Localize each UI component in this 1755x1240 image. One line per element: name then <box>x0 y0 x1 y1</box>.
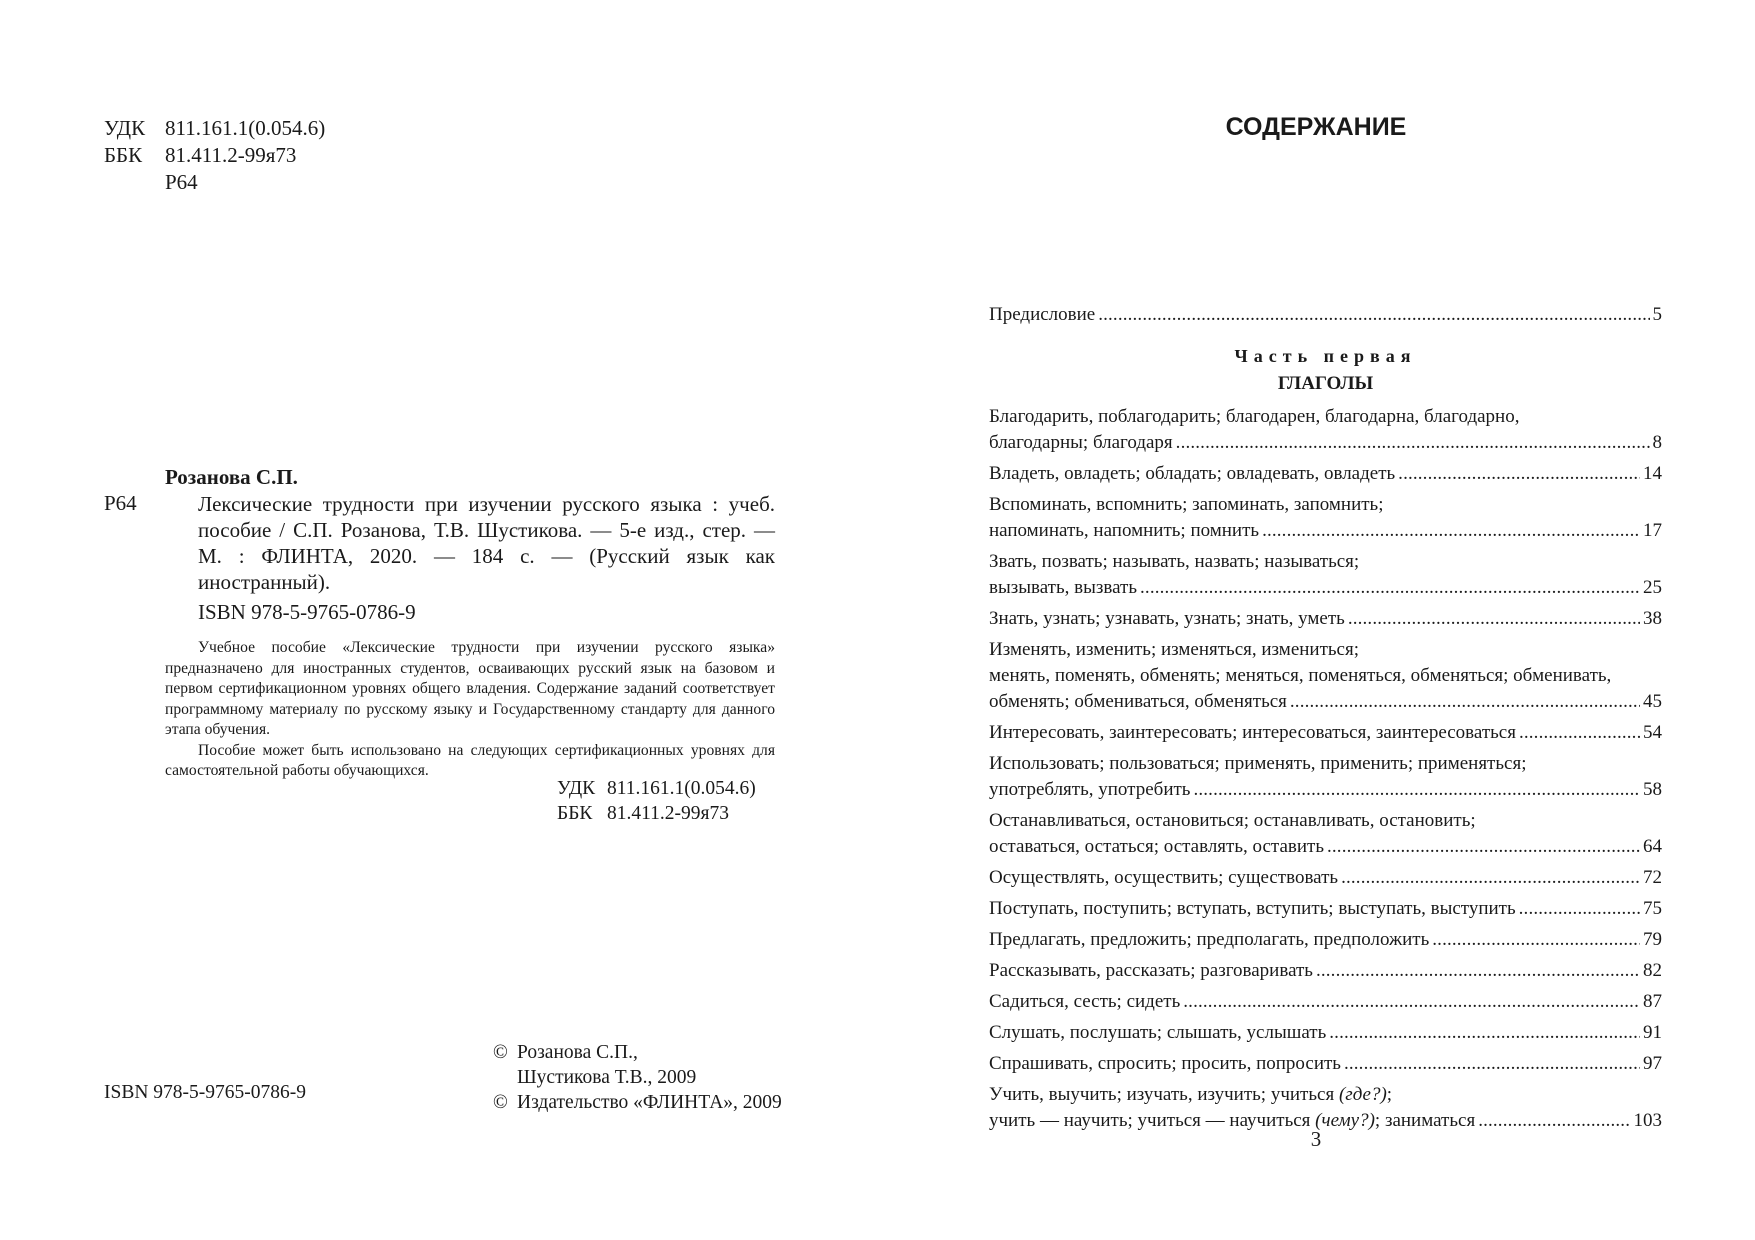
toc-page-number: 82 <box>1643 960 1662 981</box>
copyright-line <box>493 1065 782 1090</box>
classification-key: ББК <box>104 143 143 167</box>
toc-page-number: 87 <box>1643 991 1662 1012</box>
toc-entry-text: Слушать, послушать; слышать, услышать <box>989 1022 1327 1043</box>
dot-leader <box>1193 777 1640 803</box>
toc-entry-text-part: ; заниматься <box>1374 1110 1476 1131</box>
toc-entry-question: (где?) <box>1338 1084 1387 1105</box>
toc-page-number: 58 <box>1643 779 1662 800</box>
toc-entry-line <box>989 865 1662 891</box>
toc-page-number: 72 <box>1643 867 1662 888</box>
annotation-paragraph: Пособие может быть использовано на следующих сертификационных уровнях для самостоятельной работы обучающихся. <box>165 741 775 779</box>
toc-title: СОДЕРЖАНИЕ <box>1225 113 1407 141</box>
toc-entry <box>989 865 1662 891</box>
dot-leader <box>1341 865 1640 891</box>
dot-leader <box>1519 896 1640 922</box>
toc-entry-line <box>989 1020 1662 1046</box>
toc-entry-text: оставаться, остаться; оставлять, оставить <box>989 836 1324 857</box>
part-title: ГЛАГОЛЫ <box>1277 373 1374 394</box>
toc-entry-line <box>989 518 1662 544</box>
table-of-contents <box>989 302 1662 1139</box>
dot-leader <box>1344 1051 1640 1077</box>
toc-entry-line <box>989 896 1662 922</box>
classification-value: 811.161.1(0.054.6) <box>607 778 756 799</box>
toc-page-number: 97 <box>1643 1053 1662 1074</box>
toc-page-number: 91 <box>1643 1022 1662 1043</box>
toc-entry-text: Садиться, сесть; сидеть <box>989 991 1181 1012</box>
copyright-line <box>493 1040 782 1065</box>
classification-value: Р64 <box>165 170 198 194</box>
toc-entry-line <box>989 575 1662 601</box>
classification-row <box>104 142 325 169</box>
part-label: Часть первая <box>1234 346 1417 366</box>
classification-row <box>104 115 325 142</box>
copyright-symbol <box>493 1065 517 1090</box>
shelf-code: Р64 <box>104 491 137 515</box>
dot-leader <box>1316 958 1640 984</box>
classification-value: 81.411.2-99я73 <box>165 143 297 167</box>
toc-entry <box>989 808 1662 860</box>
classification-value: 81.411.2-99я73 <box>607 803 729 824</box>
toc-entry-line: Останавливаться, остановиться; останавливать, остановить; <box>989 810 1476 831</box>
toc-entry-text: благодарны; благодаря <box>989 432 1173 453</box>
dot-leader <box>1398 461 1640 487</box>
toc-entry <box>989 989 1662 1015</box>
classification-key: ББК <box>557 803 593 824</box>
toc-entry-line <box>989 777 1662 803</box>
toc-entry <box>989 1020 1662 1046</box>
toc-entry-line <box>989 430 1662 456</box>
copyright-text: Розанова С.П., <box>517 1042 638 1063</box>
left-page <box>0 0 877 1240</box>
toc-entry <box>989 637 1662 715</box>
toc-page-number: 45 <box>1643 691 1662 712</box>
toc-entry-line <box>989 461 1662 487</box>
toc-page-number: 103 <box>1633 1110 1662 1131</box>
dot-leader <box>1140 575 1640 601</box>
dot-leader <box>1327 834 1640 860</box>
toc-entry-line: Благодарить, поблагодарить; благодарен, благодарна, благодарно, <box>989 406 1520 427</box>
toc-entry-line <box>989 834 1662 860</box>
annotation <box>165 638 775 782</box>
classification-key: УДК <box>104 116 146 140</box>
toc-entry-text: Рассказывать, рассказать; разговаривать <box>989 960 1313 981</box>
annotation-paragraph: Учебное пособие «Лексические трудности при изучении русского языка» предназначено для иностранных студентов, осваивающих русский язык на базовом и первом сертификационном уровнях общего владения. Содержание заданий соответствует программному материалу по русскому языку и Государственному стандарту для данного этапа обучения. <box>165 639 775 738</box>
classification-row <box>104 169 325 196</box>
page-number: 3 <box>1310 1127 1322 1151</box>
copyright-line <box>493 1090 782 1115</box>
toc-page-number: 25 <box>1643 577 1662 598</box>
toc-entry-text: Предисловие <box>989 304 1096 325</box>
toc-entry-text: Спрашивать, спросить; просить, попросить <box>989 1053 1341 1074</box>
toc-page-number: 17 <box>1643 520 1662 541</box>
toc-entry-line: Использовать; пользоваться; применять, применить; применяться; <box>989 753 1527 774</box>
toc-entry <box>989 896 1662 922</box>
toc-page-number: 14 <box>1643 463 1662 484</box>
toc-entry-text: Знать, узнать; узнавать, узнать; знать, уметь <box>989 608 1345 629</box>
toc-entry-line <box>989 689 1662 715</box>
toc-entry-line <box>989 302 1662 328</box>
toc-entry-text: Владеть, овладеть; обладать; овладевать, овладеть <box>989 463 1396 484</box>
dot-leader <box>1329 1020 1640 1046</box>
toc-entry <box>989 606 1662 632</box>
toc-entry-preface <box>989 302 1662 328</box>
toc-entry-line <box>989 1082 1662 1108</box>
toc-entry-line <box>989 606 1662 632</box>
toc-entry-line <box>989 958 1662 984</box>
isbn-bottom: ISBN 978-5-9765-0786-9 <box>104 1082 307 1103</box>
toc-entry-text: Интересовать, заинтересовать; интересоваться, заинтересоваться <box>989 722 1516 743</box>
toc-page-number: 64 <box>1643 836 1662 857</box>
toc-entry <box>989 549 1662 601</box>
toc-entry-text-part: учить — научить; учиться — научиться <box>989 1110 1316 1131</box>
classification-key <box>104 169 165 196</box>
classification-row <box>557 801 756 826</box>
copyright-text: Издательство «ФЛИНТА», 2009 <box>517 1092 782 1113</box>
toc-entry-text: употреблять, употребить <box>989 779 1191 800</box>
toc-entry <box>989 1051 1662 1077</box>
copyright-symbol: © <box>493 1042 508 1063</box>
toc-entry <box>989 751 1662 803</box>
toc-entry-text: Осуществлять, осуществить; существовать <box>989 867 1339 888</box>
copyright-symbol: © <box>493 1092 508 1113</box>
toc-entry-text: Поступать, поступить; вступать, вступить; выступать, выступить <box>989 898 1516 919</box>
dot-leader <box>1519 720 1640 746</box>
toc-entry <box>989 720 1662 746</box>
dot-leader <box>1176 430 1650 456</box>
toc-entry <box>989 492 1662 544</box>
toc-page-number: 75 <box>1643 898 1662 919</box>
toc-entry-line <box>989 720 1662 746</box>
classification-block-short <box>557 776 756 826</box>
toc-page-number: 79 <box>1643 929 1662 950</box>
toc-entry <box>989 927 1662 953</box>
toc-entry <box>989 461 1662 487</box>
dot-leader <box>1432 927 1640 953</box>
toc-page-number: 8 <box>1652 432 1662 453</box>
toc-entry <box>989 958 1662 984</box>
toc-entry-line <box>989 1051 1662 1077</box>
copyright-block <box>493 1040 782 1115</box>
toc-entry-question: (чему?) <box>1315 1110 1375 1131</box>
toc-entry-text: вызывать, вызвать <box>989 577 1138 598</box>
toc-entries <box>989 404 1662 1077</box>
toc-page-number: 5 <box>1652 304 1662 325</box>
toc-page-number: 38 <box>1643 608 1662 629</box>
dot-leader <box>1183 989 1640 1015</box>
toc-entry-text: Предлагать, предложить; предполагать, предположить <box>989 929 1430 950</box>
isbn: ISBN 978-5-9765-0786-9 <box>198 600 416 624</box>
toc-entry <box>989 404 1662 456</box>
toc-page-number: 54 <box>1643 722 1662 743</box>
author-heading: Розанова С.П. <box>165 465 298 489</box>
copyright-text: Шустикова Т.В., 2009 <box>517 1067 697 1088</box>
toc-entry-line <box>989 927 1662 953</box>
classification-key: УДК <box>557 778 596 799</box>
dot-leader <box>1290 689 1640 715</box>
right-page <box>877 0 1755 1240</box>
toc-entry-line: менять, поменять, обменять; меняться, поменяться, обменяться; обменивать, <box>989 665 1612 686</box>
dot-leader <box>1348 606 1640 632</box>
bibliographic-description: Лексические трудности при изучении русского языка : учеб. пособие / С.П. Розанова, Т.В. Шустикова. — 5-е изд., стер. — М. : ФЛИНТА, 2020. — 184 с. — (Русский язык как иностранный). <box>198 492 775 594</box>
toc-entry-line: Изменять, изменить; изменяться, измениться; <box>989 639 1360 660</box>
toc-entry-line: Звать, позвать; называть, назвать; называться; <box>989 551 1360 572</box>
toc-entry-text: Учить, выучить; изучать, изучить; учиться <box>989 1084 1339 1105</box>
classification-value: 811.161.1(0.054.6) <box>165 116 326 140</box>
dot-leader <box>1098 302 1649 328</box>
toc-entry-text: напоминать, напомнить; помнить <box>989 520 1260 541</box>
toc-entry-text: ; <box>1386 1084 1393 1105</box>
classification-row <box>557 776 756 801</box>
toc-entry-text: обменять; обмениваться, обменяться <box>989 691 1287 712</box>
dot-leader <box>1262 518 1640 544</box>
toc-entry-line <box>989 989 1662 1015</box>
toc-entry-line: Вспоминать, вспомнить; запоминать, запомнить; <box>989 494 1384 515</box>
classification-block <box>104 115 325 196</box>
